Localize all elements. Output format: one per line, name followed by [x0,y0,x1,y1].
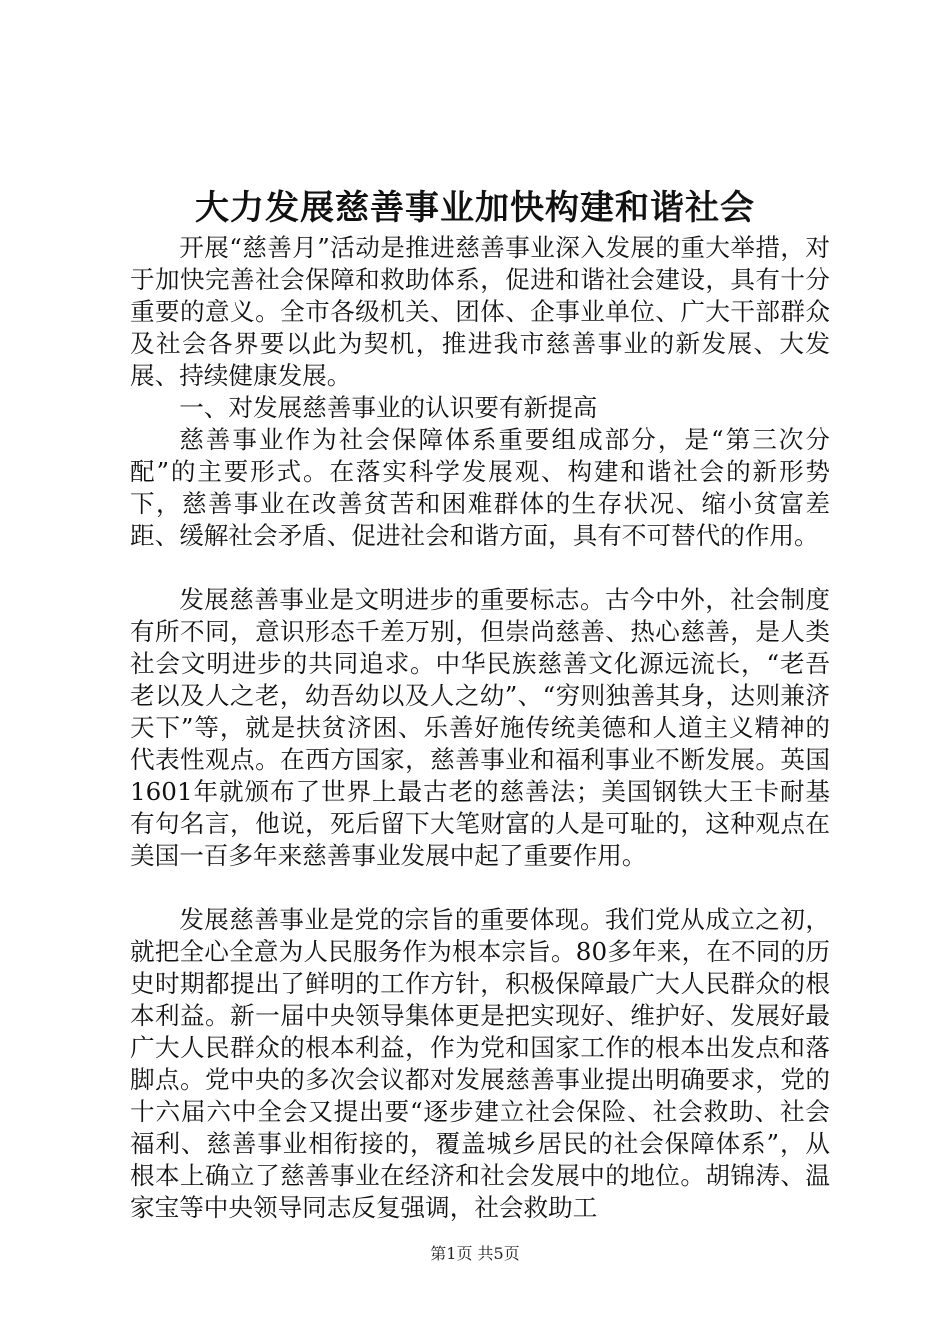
paragraph-party-purpose: 发展慈善事业是党的宗旨的重要体现。我们党从成立之初，就把全心全意为人民服务作为根本宗旨。80多年来，在不同的历史时期都提出了鲜明的工作方针，积极保障最广大人民群众的根本利益。新一届中央领导集体更是把实现好、维护好、发展好最广大人民群众的根本利益，作为党和国家工作的根本出发点和落脚点。党中央的多次会议都对发展慈善事业提出明确要求，党的十六届六中全会又提出要“逐步建立社会保险、社会救助、社会福利、慈善事业相衔接的，覆盖城乡居民的社会保障体系”，从根本上确立了慈善事业在经济和社会发展中的地位。胡锦涛、温家宝等中央领导同志反复强调，社会救助工 [130,905,830,1222]
section-heading: 一、对发展慈善事业的认识要有新提高 [179,393,598,422]
paragraph-intro: 开展“慈善月”活动是推进慈善事业深入发展的重大举措，对于加快完善社会保障和救助体系，促进和谐社会建设，具有十分重要的意义。全市各级机关、团体、企事业单位、广大干部群众及社会各界要以此为契机，推进我市慈善事业的新发展、大发展、持续健康发展。 [130,233,830,390]
paragraph-definition: 慈善事业作为社会保障体系重要组成部分，是“第三次分配”的主要形式。在落实科学发展观、构建和谐社会的新形势下，慈善事业在改善贫苦和困难群体的生存状况、缩小贫富差距、缓解社会矛盾、促进社会和谐方面，具有不可替代的作用。 [130,425,830,550]
paragraph-civilization: 发展慈善事业是文明进步的重要标志。古今中外，社会制度有所不同，意识形态千差万别，但崇尚慈善、热心慈善，是人类社会文明进步的共同追求。中华民族慈善文化源远流长，“老吾老以及人之老，幼吾幼以及人之幼”、“穷则独善其身，达则兼济天下”等，就是扶贫济困、乐善好施传统美德和人道主义精神的代表性观点。在西方国家，慈善事业和福利事业不断发展。英国1601年就颁布了世界上最古老的慈善法；美国钢铁大王卡耐基有句名言，他说，死后留下大笔财富的人是可耻的，这种观点在美国一百多年来慈善事业发展中起了重要作用。 [130,585,830,870]
document-body [130,232,830,1224]
document-title: 大力发展慈善事业加快构建和谐社会 [195,188,755,228]
page-footer: 第1页 共5页 [430,1244,520,1263]
